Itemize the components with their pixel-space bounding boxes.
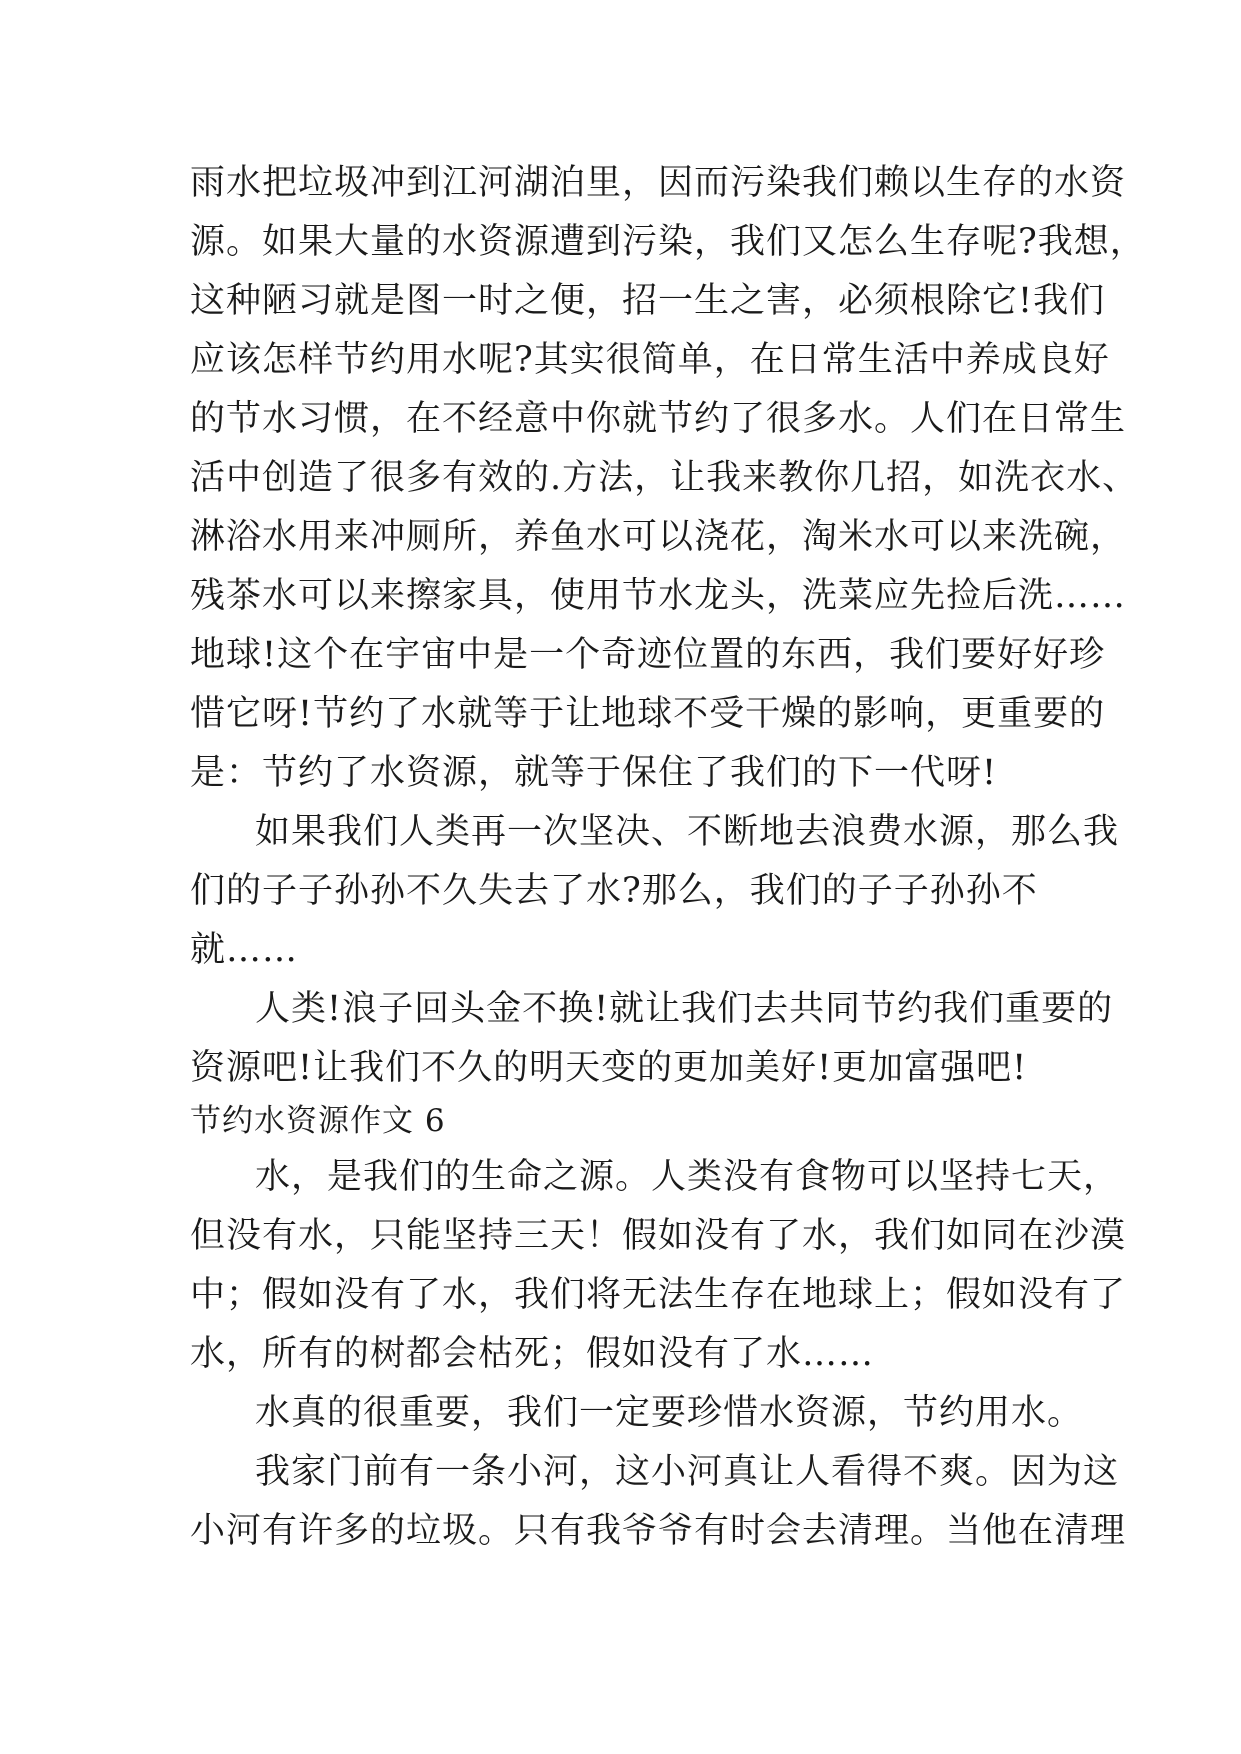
text-line: 是：节约了水资源，就等于保住了我们的下一代呀! xyxy=(190,753,998,793)
text-line: 的节水习惯，在不经意中你就节约了很多水。人们在日常生 xyxy=(190,399,1127,439)
text-line: 但没有水，只能坚持三天！假如没有了水，我们如同在沙漠 xyxy=(190,1216,1127,1256)
text-line: 应该怎样节约用水呢?其实很简单，在日常生活中养成良好 xyxy=(190,340,1110,380)
text-line: 们的子子孙孙不久失去了水?那么，我们的子子孙孙不 xyxy=(190,871,1038,911)
text-line: 中；假如没有了水，我们将无法生存在地球上；假如没有了 xyxy=(190,1275,1127,1315)
text-line: 地球!这个在宇宙中是一个奇迹位置的东西，我们要好好珍 xyxy=(190,635,1106,675)
text-line: 惜它呀!节约了水就等于让地球不受干燥的影响，更重要的 xyxy=(190,694,1106,734)
text-line: 残茶水可以来擦家具，使用节水龙头，洗菜应先捡后洗…… xyxy=(190,576,1127,616)
section-heading: 节约水资源作文 6 xyxy=(190,1103,446,1139)
text-line: 就…… xyxy=(190,930,299,970)
text-line: 人类!浪子回头金不换!就让我们去共同节约我们重要的 xyxy=(255,989,1114,1029)
text-line: 水真的很重要，我们一定要珍惜水资源，节约用水。 xyxy=(255,1393,1084,1433)
text-line: 活中创造了很多有效的.方法，让我来教你几招，如洗衣水、 xyxy=(190,458,1139,498)
text-line: 水，所有的树都会枯死；假如没有了水…… xyxy=(190,1334,875,1374)
text-line: 资源吧!让我们不久的明天变的更加美好!更加富强吧! xyxy=(190,1048,1028,1088)
text-line: 水，是我们的生命之源。人类没有食物可以坚持七天， xyxy=(255,1157,1120,1197)
text-line: 这种陋习就是图一时之便，招一生之害，必须根除它!我们 xyxy=(190,281,1106,321)
text-line: 我家门前有一条小河，这小河真让人看得不爽。因为这 xyxy=(255,1452,1120,1492)
text-line: 如果我们人类再一次坚决、不断地去浪费水源，那么我 xyxy=(255,812,1120,852)
text-line: 源。如果大量的水资源遭到污染，我们又怎么生存呢?我想， xyxy=(190,222,1146,262)
text-line: 小河有许多的垃圾。只有我爷爷有时会去清理。当他在清理 xyxy=(190,1511,1127,1551)
text-line: 雨水把垃圾冲到江河湖泊里，因而污染我们赖以生存的水资 xyxy=(190,163,1127,203)
text-line: 淋浴水用来冲厕所，养鱼水可以浇花，淘米水可以来洗碗， xyxy=(190,517,1127,557)
